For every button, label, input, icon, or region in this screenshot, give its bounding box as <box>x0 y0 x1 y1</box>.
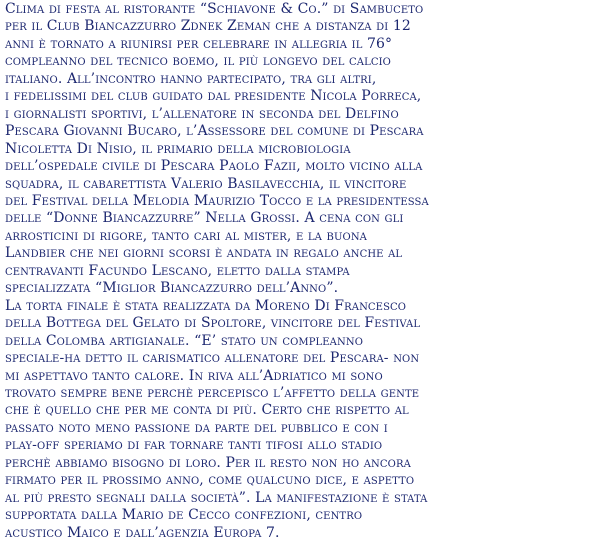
article-line: mi aspettavo tanto calore. In riva all’Adriatico mi sono <box>5 367 383 384</box>
article-line: del Festival della Melodia Maurizio Tocco e la presidentessa <box>5 192 429 209</box>
article-line: Nicoletta Di Nisio, il primario della microbiologia <box>5 140 351 157</box>
article-line: Clima di festa al ristorante “Schiavone & Co.” di Sambuceto <box>5 1 424 17</box>
article-line: anni è tornato a riunirsi per celebrare in allegria il 76° <box>5 35 393 52</box>
article-line: supportata dalla Mario de Cecco confezioni, centro <box>5 507 363 524</box>
article-line: Landbier che nei giorni scorsi è andata in regalo anche al <box>5 245 403 262</box>
article-line: squadra, il cabarettista Valerio Basilavecchia, il vincitore <box>5 175 407 192</box>
article-line: italiano. All’incontro hanno partecipato, tra gli altri, <box>5 70 377 87</box>
article-line: arrosticini di rigore, tanto cari al mister, e la buona <box>5 227 367 244</box>
article-line: i fedelissimi del club guidato dal presidente Nicola Porreca, <box>5 88 422 105</box>
article-line: della Bottega del Gelato di Spoltore, vincitore del Festival <box>5 315 421 332</box>
article-line: speciale-ha detto il carismatico allenatore del Pescara- non <box>5 350 420 367</box>
article-line: compleanno del tecnico boemo, il più longevo del calcio <box>5 53 391 70</box>
article-line: perchè abbiamo bisogno di loro. Per il resto non ho ancora <box>5 454 411 471</box>
article-line: specializzata “Miglior Biancazzurro dell’Anno”. <box>5 280 339 297</box>
article-line: dell’ospedale civile di Pescara Paolo Fazii, molto vicino alla <box>5 158 423 175</box>
article-line: della Colomba artigianale. “E’ stato un compleanno <box>5 332 363 349</box>
article-line: al più presto segnali dalla società”. La manifestazione è stata <box>5 489 428 506</box>
article-line: firmato per il prossimo anno, come qualcuno dice, e aspetto <box>5 472 415 489</box>
article-line: Pescara Giovanni Bucaro, l’Assessore del comune di Pescara <box>5 123 424 140</box>
article-line: passato noto meno passione da parte del pubblico e con i <box>5 419 388 436</box>
article-line: che è quello che per me conta di più. Certo che rispetto al <box>5 402 409 419</box>
article-line: per il Club Biancazzurro Zdnek Zeman che a distanza di 12 <box>5 18 411 35</box>
article-line: i giornalisti sportivi, l’allenatore in seconda del Delfino <box>5 105 399 122</box>
article-line: play-off speriamo di far tornare tanti tifosi allo stadio <box>5 437 383 454</box>
article-line: delle “Donne Biancazzurre” Nella Grossi. A cena con gli <box>5 210 404 227</box>
article-line: trovato sempre bene perchè percepisco l’affetto della gente <box>5 384 420 401</box>
article-line: acustico Maico e dall’agenzia Europa 7. <box>5 524 280 541</box>
article-line: centravanti Facundo Lescano, eletto dalla stampa <box>5 262 350 279</box>
article-line: La torta finale è stata realizzata da Moreno Di Francesco <box>5 297 407 314</box>
